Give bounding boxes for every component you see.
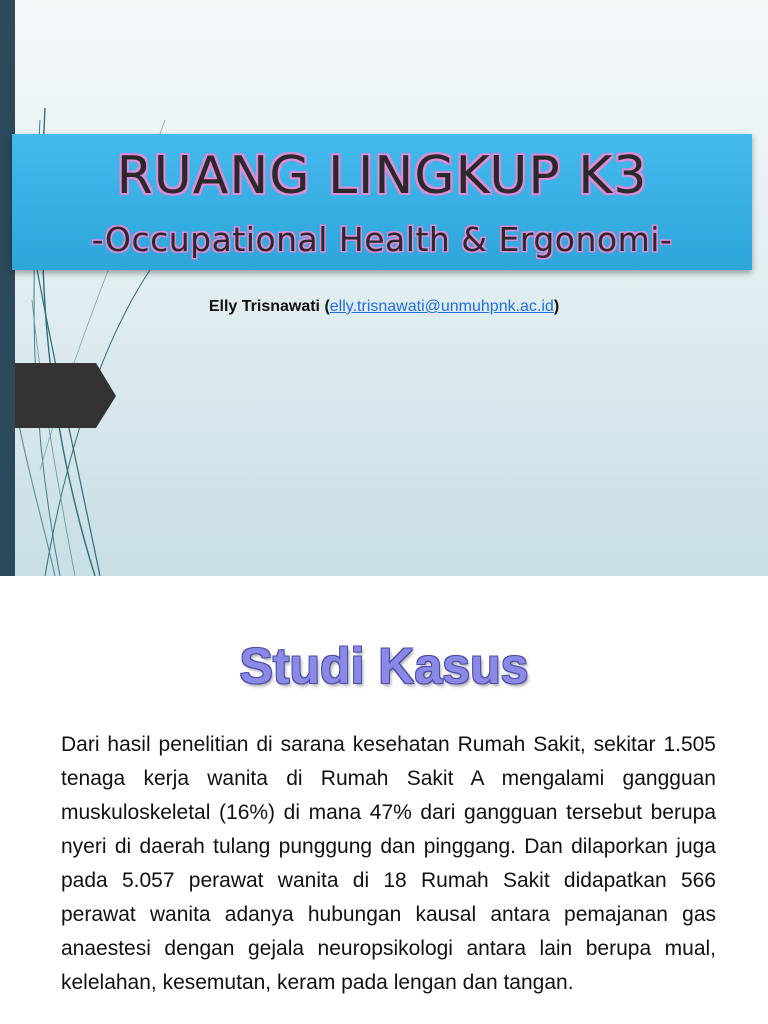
title-banner xyxy=(12,134,752,270)
arrow-pentagon-shape xyxy=(0,0,120,576)
left-accent-bar xyxy=(0,0,15,576)
case-study-body: Dari hasil penelitian di sarana kesehatan Rumah Sakit, sekitar 1.505 tenaga kerja wanita di Rumah Sakit A mengalami gangguan muskuloskeletal (16%) di mana 47% dari gangguan tersebut berupa nyeri di daerah tulang punggung dan pinggang. Dan dilaporkan juga pada 5.057 perawat wanita di 18 Rumah Sakit didapatkan 566 perawat wanita adanya hubungan kausal antara pemajanan gas anaestesi dengan gejala neuropsikologi antara lain berupa mual, kelelahan, kesemutan, keram pada lengan dan tangan. xyxy=(61,733,716,994)
case-study-slide xyxy=(0,576,768,1024)
author-email-link[interactable]: elly.trisnawati@unmuhpnk.ac.id xyxy=(329,298,554,315)
author-name: Elly Trisnawati xyxy=(208,298,320,315)
slide-title: RUANG LINGKUP K3 xyxy=(116,146,648,206)
author-line xyxy=(0,298,768,316)
author-open-paren: ( xyxy=(320,298,330,315)
case-study-title: Studi Kasus xyxy=(239,638,529,694)
slide-subtitle: -Occupational Health & Ergonomi- xyxy=(91,220,673,259)
author-close-paren: ) xyxy=(553,298,560,315)
